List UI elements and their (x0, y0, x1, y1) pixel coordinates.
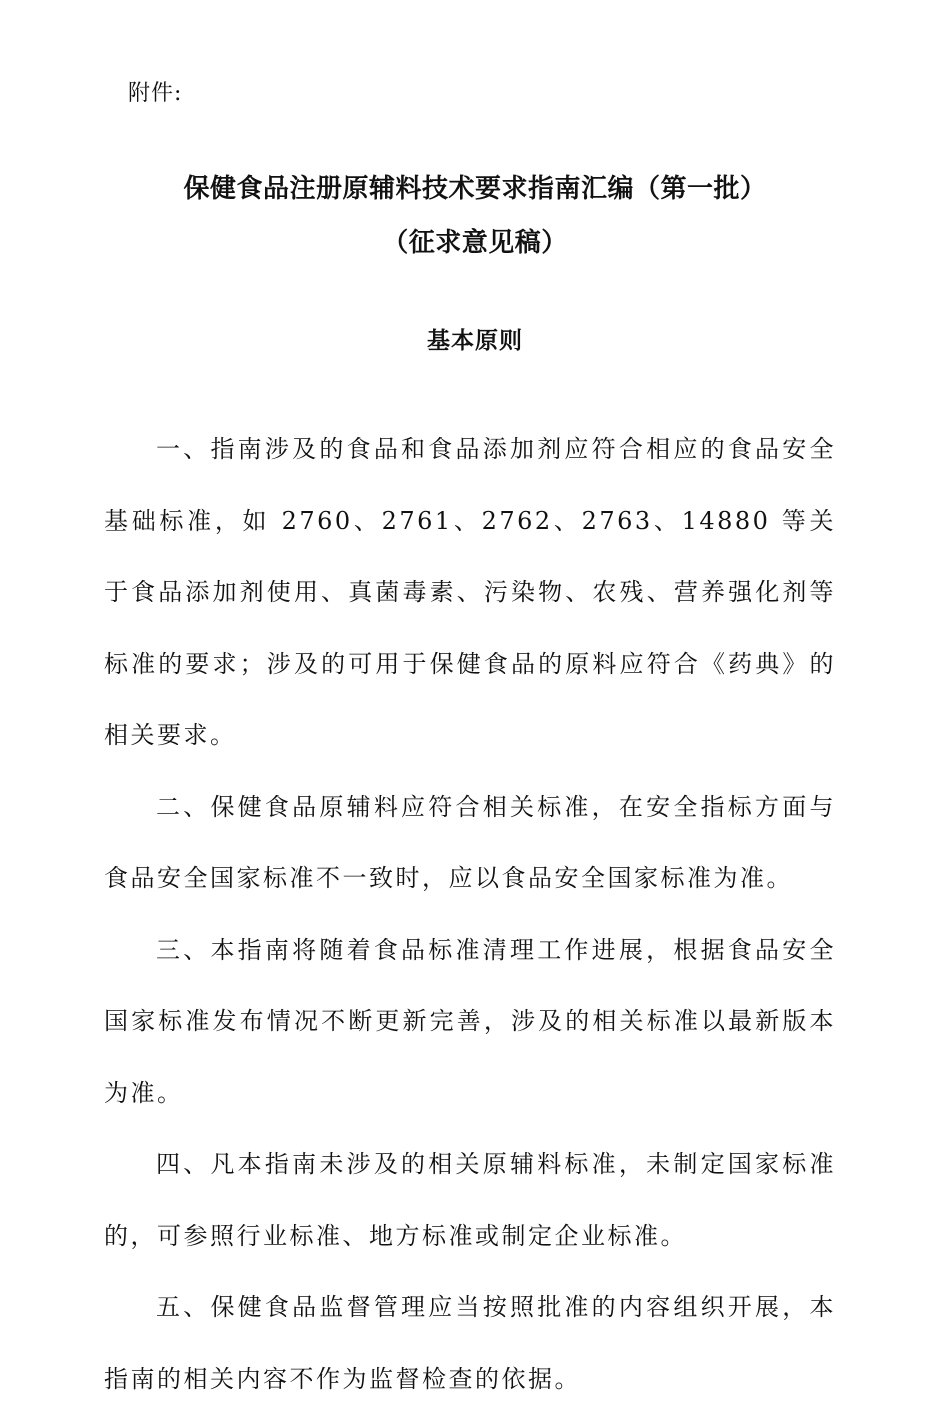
document-subtitle: （征求意见稿） (382, 228, 568, 258)
principle-paragraph-5: 五、保健食品监督管理应当按照批准的内容组织开展，本指南的相关内容不作为监督检查的依据。 (104, 1293, 836, 1393)
principle-paragraph-1: 一、指南涉及的食品和食品添加剂应符合相应的食品安全基础标准，如 2760、2761、2762、2763、14880 等关于食品添加剂使用、真菌毒素、污染物、农残、营养强化剂等标准的要求；涉及的可用于保健食品的原料应符合《药典》的相关要求。 (104, 435, 836, 749)
principles-list (104, 414, 836, 1415)
principle-paragraph-3: 三、本指南将随着食品标准清理工作进展，根据食品安全国家标准发布情况不断更新完善，涉及的相关标准以最新版本为准。 (104, 935, 836, 1107)
attachment-label: 附件: (128, 81, 183, 106)
principle-paragraph-4: 四、凡本指南未涉及的相关原辅料标准，未制定国家标准的，可参照行业标准、地方标准或制定企业标准。 (104, 1150, 836, 1250)
principle-paragraph-2: 二、保健食品原辅料应符合相关标准，在安全指标方面与食品安全国家标准不一致时，应以食品安全国家标准为准。 (104, 792, 836, 892)
section-heading: 基本原则 (427, 327, 523, 354)
document-title: 保健食品注册原辅料技术要求指南汇编（第一批） (183, 174, 767, 204)
